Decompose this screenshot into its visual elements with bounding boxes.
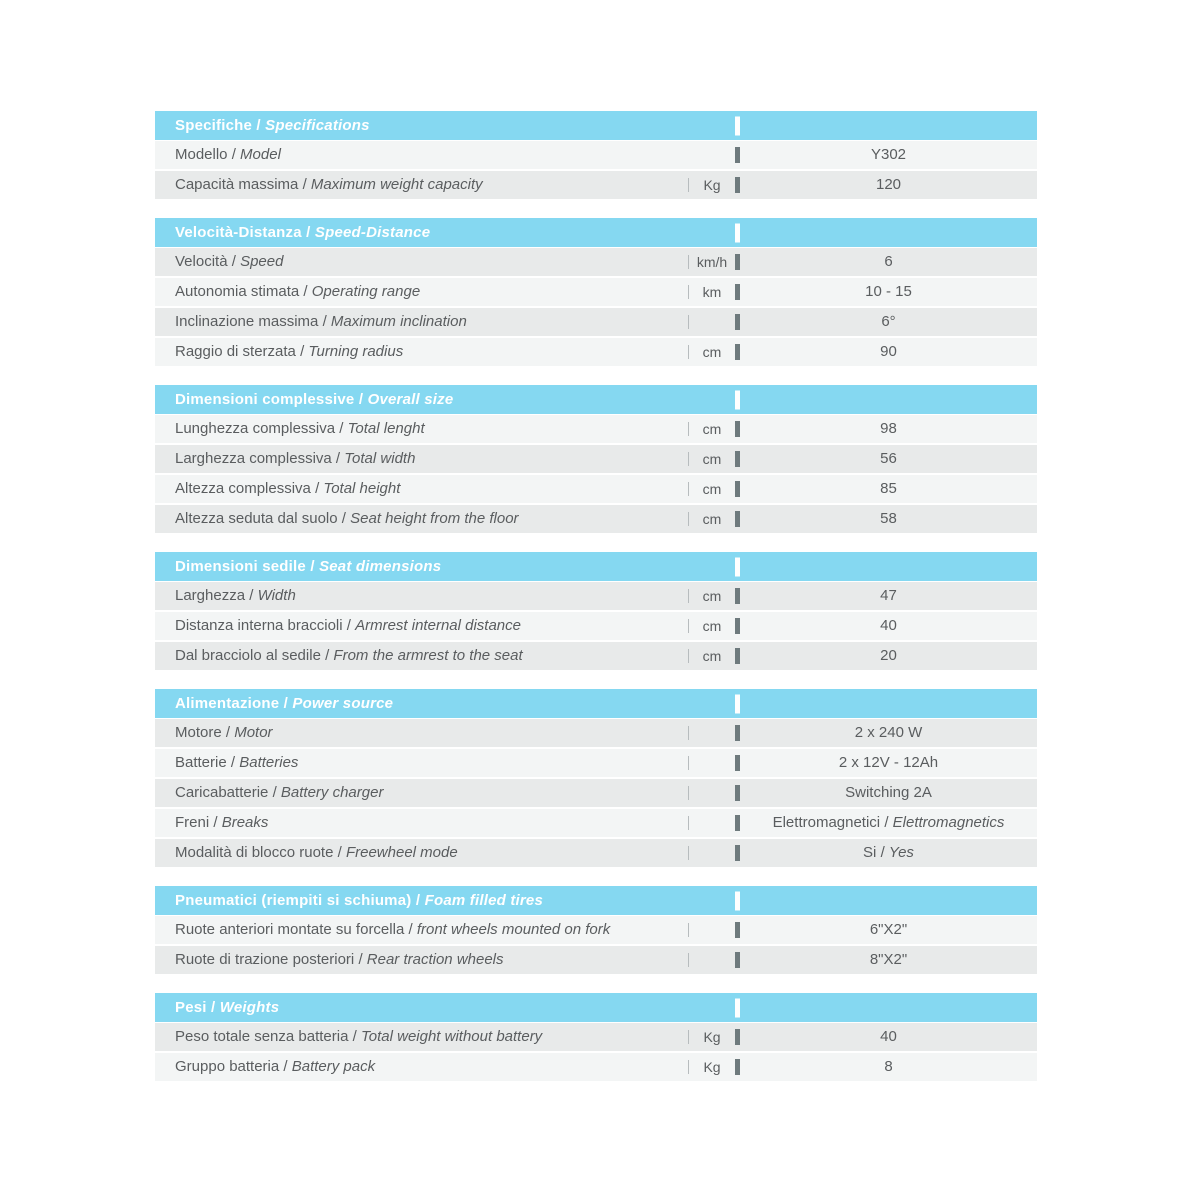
- row-unit: cm: [702, 511, 722, 527]
- table-row: [155, 582, 1037, 610]
- section-title-en: Seat dimensions: [319, 558, 442, 575]
- section-title-it: Pneumatici (riempiti si schiuma): [175, 892, 412, 909]
- row-label-it: Caricabatterie: [175, 784, 269, 801]
- slash: /: [211, 999, 216, 1016]
- row-label-en: Total lenght: [347, 420, 425, 437]
- row-value: [740, 809, 1037, 837]
- section-rows: [155, 916, 1037, 974]
- slash: /: [231, 253, 236, 270]
- row-label-it: Peso totale senza batteria: [175, 1028, 349, 1045]
- row-value-main: 85: [880, 480, 897, 497]
- row-value: [740, 308, 1037, 336]
- section-rows: [155, 248, 1037, 366]
- section-title-en: Speed-Distance: [314, 224, 431, 241]
- row-value: [740, 612, 1037, 640]
- row-unit: cm: [702, 344, 722, 360]
- section-title-it: Alimentazione: [175, 695, 280, 712]
- row-label: [175, 475, 400, 503]
- spec-section: [155, 689, 1037, 867]
- slash: /: [300, 343, 305, 360]
- row-label-en: Breaks: [221, 814, 269, 831]
- row-value: [740, 505, 1037, 533]
- row-value-main: Si: [863, 844, 877, 861]
- row-unit: cm: [702, 421, 722, 437]
- slash: /: [230, 754, 236, 771]
- row-label-it: Gruppo batteria: [175, 1058, 280, 1075]
- section-title-en: Power source: [292, 695, 394, 712]
- section-header: [155, 689, 1037, 718]
- slash: /: [415, 892, 421, 909]
- row-value-main: 40: [880, 617, 897, 634]
- row-label-it: Motore: [175, 724, 222, 741]
- slash: /: [315, 480, 320, 497]
- row-value: [740, 642, 1037, 670]
- table-row: [155, 171, 1037, 199]
- row-value-main: 20: [880, 647, 897, 664]
- slash: /: [322, 313, 327, 330]
- row-value-main: 40: [880, 1028, 897, 1045]
- row-unit: Kg: [703, 1059, 721, 1075]
- row-label-en: Armrest internal distance: [355, 617, 521, 634]
- row-value: [740, 916, 1037, 944]
- row-label-en: Total height: [323, 480, 401, 497]
- row-label-en: Total width: [344, 450, 416, 467]
- row-value: [740, 445, 1037, 473]
- table-row: [155, 749, 1037, 777]
- row-unit: Kg: [703, 177, 721, 193]
- row-value-main: 47: [880, 587, 897, 604]
- row-label: [175, 749, 298, 777]
- section-title: [155, 111, 1037, 140]
- row-value: [740, 779, 1037, 807]
- row-label-en: Maximum weight capacity: [310, 176, 483, 193]
- row-label-en: Freewheel mode: [345, 844, 458, 861]
- row-label-en: Battery pack: [291, 1058, 376, 1075]
- row-label: [175, 338, 403, 366]
- table-row: [155, 445, 1037, 473]
- row-label-it: Modalità di blocco ruote: [175, 844, 334, 861]
- slash: /: [272, 784, 277, 801]
- row-unit: Kg: [703, 1029, 721, 1045]
- row-value-main: 8: [884, 1058, 893, 1075]
- row-unit: cm: [702, 618, 722, 634]
- section-title: [155, 993, 1037, 1022]
- row-value: [740, 1023, 1037, 1051]
- row-value-main: 6: [884, 253, 893, 270]
- row-label: [175, 308, 467, 336]
- section-rows: [155, 415, 1037, 533]
- unit-separator-line: [688, 756, 689, 770]
- slash: /: [358, 951, 363, 968]
- section-title-it: Dimensioni complessive: [175, 391, 355, 408]
- row-label: [175, 612, 521, 640]
- table-row: [155, 505, 1037, 533]
- table-row: [155, 278, 1037, 306]
- row-value: [740, 749, 1037, 777]
- row-unit: cm: [702, 481, 722, 497]
- section-title-en: Overall size: [367, 391, 454, 408]
- slash: /: [337, 844, 342, 861]
- row-label-it: Freni: [175, 814, 210, 831]
- row-label-en: Motor: [234, 724, 273, 741]
- table-row: [155, 1023, 1037, 1051]
- row-label: [175, 505, 519, 533]
- table-row: [155, 1053, 1037, 1081]
- row-label: [175, 248, 283, 276]
- table-row: [155, 141, 1037, 169]
- section-title-en: Weights: [219, 999, 280, 1016]
- slash: /: [408, 921, 413, 938]
- slash: /: [325, 647, 330, 664]
- section-title: [155, 689, 1037, 718]
- row-label-it: Ruote anteriori montate su forcella: [175, 921, 405, 938]
- row-label: [175, 1053, 375, 1081]
- row-label: [175, 642, 523, 670]
- spec-section: [155, 552, 1037, 670]
- row-value: [740, 839, 1037, 867]
- unit-separator-line: [688, 846, 689, 860]
- row-label-it: Larghezza complessiva: [175, 450, 332, 467]
- row-value-main: 120: [875, 176, 902, 193]
- row-value: [740, 946, 1037, 974]
- row-label: [175, 445, 415, 473]
- row-label-en: Operating range: [311, 283, 421, 300]
- row-value-sep: [876, 844, 889, 861]
- row-value: [740, 582, 1037, 610]
- row-value-main: 56: [880, 450, 897, 467]
- row-value-main: 2 x 12V - 12Ah: [838, 754, 939, 771]
- section-rows: [155, 719, 1037, 867]
- section-header: [155, 886, 1037, 915]
- slash: /: [339, 420, 344, 437]
- slash: /: [256, 117, 261, 134]
- row-label-it: Modello: [175, 146, 228, 163]
- row-value-main: Elettromagnetici: [772, 814, 881, 831]
- spec-section: [155, 993, 1037, 1081]
- row-value: [740, 171, 1037, 199]
- row-label: [175, 779, 383, 807]
- row-label-en: Model: [240, 146, 281, 163]
- row-label-en: Maximum inclination: [330, 313, 467, 330]
- section-rows: [155, 582, 1037, 670]
- row-label: [175, 415, 425, 443]
- header-divider-bar: [735, 694, 740, 713]
- row-label: [175, 719, 273, 747]
- section-title: [155, 385, 1037, 414]
- unit-separator-line: [688, 923, 689, 937]
- header-divider-bar: [735, 557, 740, 576]
- row-value: [740, 278, 1037, 306]
- section-title: [155, 552, 1037, 581]
- row-value-en: Yes: [888, 844, 914, 861]
- row-label-it: Batterie: [175, 754, 227, 771]
- row-label-it: Velocità: [175, 253, 228, 270]
- slash: /: [352, 1028, 357, 1045]
- row-label: [175, 809, 268, 837]
- slash: /: [358, 391, 364, 408]
- table-row: [155, 719, 1037, 747]
- slash: /: [249, 587, 254, 604]
- slash: /: [302, 176, 307, 193]
- row-value-en: Elettromagnetics: [892, 814, 1005, 831]
- row-label-it: Dal bracciolo al sedile: [175, 647, 321, 664]
- table-row: [155, 308, 1037, 336]
- row-value-main: 2 x 240 W: [854, 724, 923, 741]
- row-value: [740, 1053, 1037, 1081]
- row-label-it: Raggio di sterzata: [175, 343, 296, 360]
- row-label-en: Turning radius: [308, 343, 404, 360]
- row-unit: cm: [702, 451, 722, 467]
- row-label: [175, 582, 296, 610]
- slash: /: [335, 450, 341, 467]
- header-divider-bar: [735, 390, 740, 409]
- row-unit: cm: [702, 648, 722, 664]
- row-label-it: Ruote di trazione posteriori: [175, 951, 355, 968]
- row-label: [175, 141, 281, 169]
- row-label-it: Capacità massima: [175, 176, 299, 193]
- row-label-en: Batteries: [239, 754, 299, 771]
- section-header: [155, 218, 1037, 247]
- spec-section: [155, 886, 1037, 974]
- row-value: [740, 719, 1037, 747]
- section-rows: [155, 141, 1037, 199]
- row-value-main: 10 - 15: [865, 283, 912, 300]
- table-row: [155, 475, 1037, 503]
- row-value: [740, 415, 1037, 443]
- row-value: [740, 141, 1037, 169]
- row-label: [175, 278, 420, 306]
- row-label: [175, 171, 483, 199]
- table-row: [155, 248, 1037, 276]
- row-label: [175, 946, 504, 974]
- section-title-en: Foam filled tires: [424, 892, 544, 909]
- row-label-en: Battery charger: [280, 784, 384, 801]
- row-label-it: Inclinazione massima: [175, 313, 319, 330]
- row-label: [175, 916, 610, 944]
- row-value-main: 6"X2": [869, 921, 908, 938]
- row-label-it: Larghezza: [175, 587, 246, 604]
- section-rows: [155, 1023, 1037, 1081]
- spec-table: [155, 111, 1037, 1100]
- row-value-main: 58: [880, 510, 897, 527]
- row-label-en: From the armrest to the seat: [333, 647, 523, 664]
- row-label-en: Total weight without battery: [360, 1028, 543, 1045]
- row-value-main: Switching 2A: [845, 784, 932, 801]
- row-label-it: Altezza seduta dal suolo: [175, 510, 338, 527]
- row-unit: cm: [702, 588, 722, 604]
- section-header: [155, 993, 1037, 1022]
- row-label-en: front wheels mounted on fork: [416, 921, 611, 938]
- section-header: [155, 111, 1037, 140]
- header-divider-bar: [735, 223, 740, 242]
- section-title-it: Pesi: [175, 999, 207, 1016]
- header-divider-bar: [735, 116, 740, 135]
- row-value: [740, 475, 1037, 503]
- row-label-it: Autonomia stimata: [175, 283, 300, 300]
- table-row: [155, 415, 1037, 443]
- slash: /: [283, 1058, 288, 1075]
- slash: /: [231, 146, 236, 163]
- row-value-sep: [880, 814, 893, 831]
- section-title: [155, 886, 1037, 915]
- table-row: [155, 338, 1037, 366]
- table-row: [155, 809, 1037, 837]
- row-unit: km/h: [696, 254, 728, 270]
- row-unit: km: [702, 284, 722, 300]
- row-label-it: Lunghezza complessiva: [175, 420, 336, 437]
- table-row: [155, 946, 1037, 974]
- row-label-it: Altezza complessiva: [175, 480, 311, 497]
- slash: /: [225, 724, 231, 741]
- table-row: [155, 612, 1037, 640]
- table-row: [155, 916, 1037, 944]
- slash: /: [884, 814, 889, 831]
- section-title-it: Dimensioni sedile: [175, 558, 306, 575]
- row-value-main: 6°: [881, 313, 896, 330]
- table-row: [155, 642, 1037, 670]
- spec-section: [155, 385, 1037, 533]
- row-value: [740, 338, 1037, 366]
- section-title-it: Specifiche: [175, 117, 253, 134]
- row-label-en: Rear traction wheels: [366, 951, 504, 968]
- table-row: [155, 779, 1037, 807]
- unit-separator-line: [688, 953, 689, 967]
- row-label-it: Distanza interna braccioli: [175, 617, 343, 634]
- header-divider-bar: [735, 998, 740, 1017]
- row-label: [175, 839, 458, 867]
- section-title-en: Specifications: [265, 117, 370, 134]
- row-value: [740, 248, 1037, 276]
- section-header: [155, 552, 1037, 581]
- unit-separator-line: [688, 786, 689, 800]
- spec-section: [155, 111, 1037, 199]
- section-title-it: Velocità-Distanza: [175, 224, 302, 241]
- header-divider-bar: [735, 891, 740, 910]
- section-header: [155, 385, 1037, 414]
- row-label-en: Speed: [240, 253, 284, 270]
- row-label-en: Seat height from the floor: [350, 510, 519, 527]
- slash: /: [303, 283, 308, 300]
- slash: /: [341, 510, 346, 527]
- slash: /: [213, 814, 218, 831]
- spec-section: [155, 218, 1037, 366]
- slash: /: [283, 695, 289, 712]
- row-label-en: Width: [257, 587, 296, 604]
- section-title: [155, 218, 1037, 247]
- row-value-main: 98: [880, 420, 897, 437]
- row-label: [175, 1023, 542, 1051]
- slash: /: [880, 844, 885, 861]
- unit-separator-line: [688, 315, 689, 329]
- slash: /: [306, 224, 311, 241]
- unit-separator-line: [688, 816, 689, 830]
- row-value-main: 90: [880, 343, 897, 360]
- row-value-main: Y302: [870, 146, 907, 163]
- unit-separator-line: [688, 726, 689, 740]
- table-row: [155, 839, 1037, 867]
- slash: /: [310, 558, 315, 575]
- slash: /: [346, 617, 351, 634]
- row-value-main: 8"X2": [869, 951, 908, 968]
